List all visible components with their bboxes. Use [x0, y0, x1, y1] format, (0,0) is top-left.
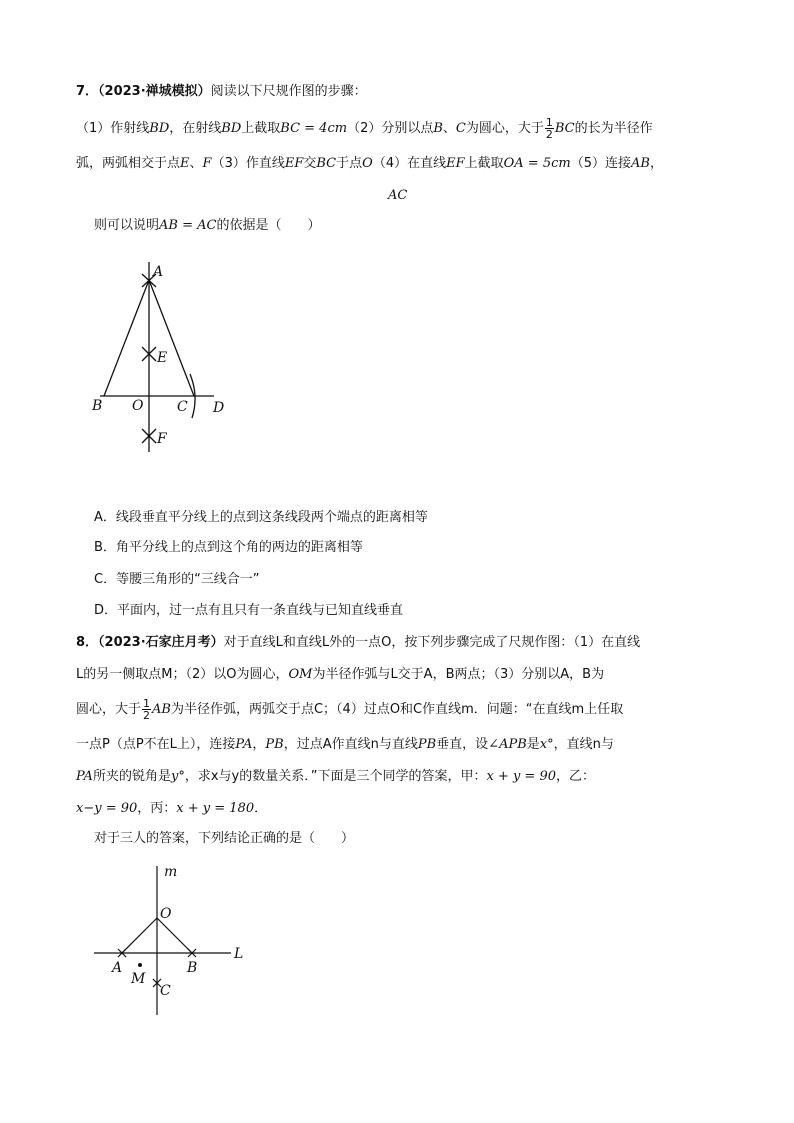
q8-math: x + y = 90: [486, 769, 556, 784]
q7-label-e: E: [157, 350, 168, 366]
q7-text: （3）作直线: [211, 156, 285, 171]
q8-text: ，求x与y的数量关系．”下面是三个同学的答案，甲：: [184, 769, 487, 784]
q8-mark-a2: [118, 949, 126, 957]
q8-text: 圆心，大于: [76, 702, 142, 717]
q7-math: AB = AC: [159, 218, 217, 233]
q8-math: AB: [152, 702, 171, 717]
q7-source: （2023·禅城模拟）: [98, 84, 211, 99]
q8-math: PA: [76, 769, 93, 784]
q7-math: BC: [554, 121, 575, 136]
q8-fraction: [142, 698, 151, 721]
q7-arc-mark-a2: [142, 274, 156, 287]
q7-text: 于点: [336, 156, 363, 171]
q7-text: 为圆心，大于: [465, 121, 544, 136]
q8-math: PB: [417, 737, 437, 752]
q7-text: 的长为半径作: [574, 121, 653, 136]
q8-math: ∠APB: [488, 737, 527, 752]
q7-math: O: [362, 156, 373, 171]
q7-label-f: F: [157, 431, 167, 447]
q7-math: E: [180, 156, 190, 171]
q7-math: F: [202, 156, 212, 171]
q8-text: ，直线n与: [553, 737, 614, 752]
q8-text: ．: [254, 801, 268, 816]
q7-text: ，: [649, 156, 663, 171]
q8-text: L的另一侧取点M；（2）以O为圆心，: [76, 667, 289, 682]
q7-label-o: O: [132, 398, 144, 414]
q7-text: （2）分别以点: [347, 121, 434, 136]
q7-fraction: [545, 117, 554, 140]
q7-text: （4）在直线: [372, 156, 447, 171]
q7-math: BD: [149, 121, 170, 136]
q7-fraction-den: 2: [545, 128, 553, 141]
q8-line-3: [76, 698, 623, 721]
q7-arc-mark-f1: [142, 429, 156, 443]
q8-label-m-point: M: [131, 971, 146, 987]
q7-label-b: B: [92, 398, 103, 414]
q8-number: 8．: [76, 635, 99, 650]
q7-label-d: D: [213, 400, 225, 416]
q8-mark-c2: [153, 979, 161, 987]
q7-text: 交: [303, 156, 317, 171]
q8-fraction-den: 2: [143, 709, 151, 722]
q8-segment-oa: [122, 918, 157, 953]
q8-line-4: [76, 735, 614, 755]
q8-text: 对于直线L和直线L外的一点O，按下列步骤完成了尺规作图：（1）在直线: [223, 635, 641, 650]
q7-math: OA = 5cm: [503, 156, 571, 171]
q8-line-5: [76, 767, 595, 787]
q8-line-2: [76, 665, 604, 685]
q8-math: OM: [288, 667, 313, 682]
q7-fraction-num: 1: [545, 116, 553, 129]
q7-math: BD: [221, 121, 242, 136]
q8-math: PB: [265, 737, 284, 752]
q8-text: 为半径作弧，两弧交于点C；（4）过点O和C作直线m．问题：“在直线m上任取: [170, 702, 624, 717]
q8-text: 为半径作弧与L交于A，B两点；（3）分别以A，B为: [312, 667, 605, 682]
q8-math: x + y = 180: [176, 801, 255, 816]
q7-segment-ab: [104, 280, 149, 396]
q7-question: [94, 216, 320, 236]
q7-step-line-2: [76, 154, 663, 174]
q7-title: [76, 82, 367, 102]
q7-option-d[interactable]: D．平面内，过一点有且只有一条直线与已知直线垂直: [94, 603, 404, 618]
q8-source: （2023·石家庄月考）: [98, 635, 224, 650]
q8-text: 是: [526, 737, 540, 752]
q7-arc-at-c: [190, 374, 195, 418]
q7-step-line-1: [76, 117, 653, 140]
q8-fraction-num: 1: [143, 697, 151, 710]
q7-math: EF: [284, 156, 304, 171]
q7-arc-mark-a1: [142, 274, 156, 287]
q8-line-6: [76, 799, 267, 819]
q7-text: 弧，两弧相交于点: [76, 156, 181, 171]
q7-math: EF: [446, 156, 465, 171]
q7-text: （1）作射线: [76, 121, 150, 136]
q8-label-l: L: [234, 946, 244, 962]
q8-label-m: m: [164, 864, 178, 880]
q8-text: 一点P（点P不在L上），连接: [76, 737, 236, 752]
q7-stem: 阅读以下尺规作图的步骤：: [210, 84, 367, 99]
q8-label-o: O: [160, 906, 172, 922]
q7-text: 、: [442, 121, 456, 136]
q7-option-b[interactable]: B．角平分线上的点到这个角的两边的距离相等: [94, 540, 363, 555]
q8-text: ，乙：: [556, 769, 596, 784]
q7-text: 的依据是（ ）: [216, 218, 321, 233]
q8-text: 垂直，设: [436, 737, 489, 752]
q7-math: AB: [631, 156, 650, 171]
q7-math: B: [433, 121, 443, 136]
q7-label-a: A: [153, 264, 164, 280]
q8-mark-c1: [153, 979, 161, 987]
q8-text: ，丙：: [137, 801, 177, 816]
q7-text: ，在射线: [169, 121, 222, 136]
q8-mark-b2: [188, 949, 196, 957]
q7-text: 上截取: [464, 156, 504, 171]
q7-math: BC = 4cm: [280, 121, 348, 136]
q7-text: （5）连接: [570, 156, 631, 171]
q7-step-line-3: AC: [388, 188, 408, 203]
q8-mark-b1: [188, 949, 196, 957]
q8-text: 所夹的锐角是: [92, 769, 171, 784]
q8-math: PA: [235, 737, 253, 752]
q7-option-c[interactable]: C．等腰三角形的“三线合一”: [94, 572, 260, 587]
q7-text: 则可以说明: [94, 218, 160, 233]
q8-point-m: [138, 963, 142, 967]
q7-label-c: C: [177, 399, 188, 415]
q8-label-c: C: [160, 983, 171, 999]
q7-arc-mark-e1: [142, 347, 156, 361]
q8-text: ，过点A作直线n与直线: [283, 737, 418, 752]
q7-number: 7．: [76, 84, 99, 99]
q7-math: C: [455, 121, 466, 136]
q8-line-1: [76, 633, 640, 653]
q8-label-b: B: [187, 960, 198, 976]
q8-math: x−y = 90: [76, 801, 138, 816]
q7-text: 上截取: [241, 121, 281, 136]
q7-math: BC: [316, 156, 337, 171]
q7-arc-mark-e2: [142, 347, 156, 361]
q7-option-a[interactable]: A．线段垂直平分线上的点到这条线段两个端点的距离相等: [94, 510, 428, 525]
q8-mark-a1: [118, 949, 126, 957]
q8-question: 对于三人的答案，下列结论正确的是（ ）: [94, 831, 355, 846]
q8-segment-ob: [157, 918, 192, 953]
q8-text: ，: [252, 737, 266, 752]
q7-text: 、: [189, 156, 203, 171]
q7-segment-ac: [149, 280, 194, 396]
q8-math: y°: [170, 769, 185, 784]
q8-math: x°: [539, 737, 554, 752]
q7-arc-mark-f2: [142, 429, 156, 443]
q8-label-a: A: [112, 960, 123, 976]
